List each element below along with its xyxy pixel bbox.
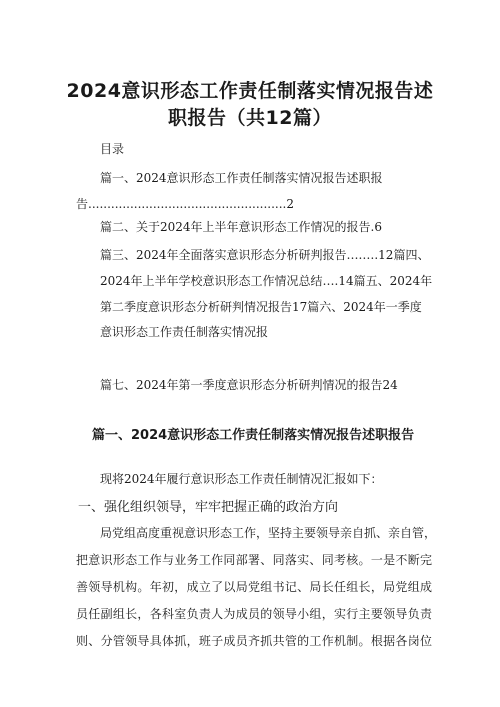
body-line: 局党组高度重视意识形态工作，坚持主要领导亲自抓、亲自管， — [100, 526, 437, 540]
toc-line[interactable]: 篇一、2024意识形态工作责任制落实情况报告述职报 — [100, 171, 383, 185]
toc-line[interactable]: 告....................................................2 — [76, 197, 294, 211]
document-title-line2: 职报告（共12篇） — [168, 107, 332, 129]
section-heading: 一、强化组织领导，牢牢把握正确的政治方向 — [78, 500, 339, 515]
toc-line[interactable]: 篇七、2024年第一季度意识形态分析研判情况的报告24 — [100, 378, 398, 392]
body-line: 把意识形态工作与业务工作同部署、同落实、同考核。一是不断完 — [76, 553, 432, 567]
toc-line[interactable]: 2024年上半年学校意识形态工作情况总结….14篇五、2024年 — [100, 274, 433, 288]
article-intro: 现将2024年履行意识形态工作责任制情况汇报如下： — [100, 472, 383, 486]
body-line: 善领导机构。年初，成立了以局党组书记、局长任组长，局党组成 — [76, 580, 432, 594]
document-title-line1: 2024意识形态工作责任制落实情况报告述 — [66, 80, 434, 102]
toc-line[interactable]: 意识形态工作责任制落实情况报 — [100, 325, 269, 339]
article-heading: 篇一、2024意识形态工作责任制落实情况报告述职报告 — [92, 428, 415, 443]
toc-line[interactable]: 第二季度意识形态分析研判情况报告17篇六、2024年一季度 — [100, 300, 422, 314]
toc-line[interactable]: 篇二、关于2024年上半年意识形态工作情况的报告.6 — [100, 220, 382, 234]
toc-heading: 目录 — [100, 142, 125, 156]
body-line: 则、分管领导具体抓，班子成员齐抓共管的工作机制。根据各岗位 — [76, 634, 432, 648]
toc-line[interactable]: 篇三、2024年全面落实意识形态分析研判报告….….12篇四、 — [100, 248, 430, 262]
body-line: 员任副组长，各科室负责人为成员的领导小组，实行主要领导负责 — [76, 607, 432, 621]
